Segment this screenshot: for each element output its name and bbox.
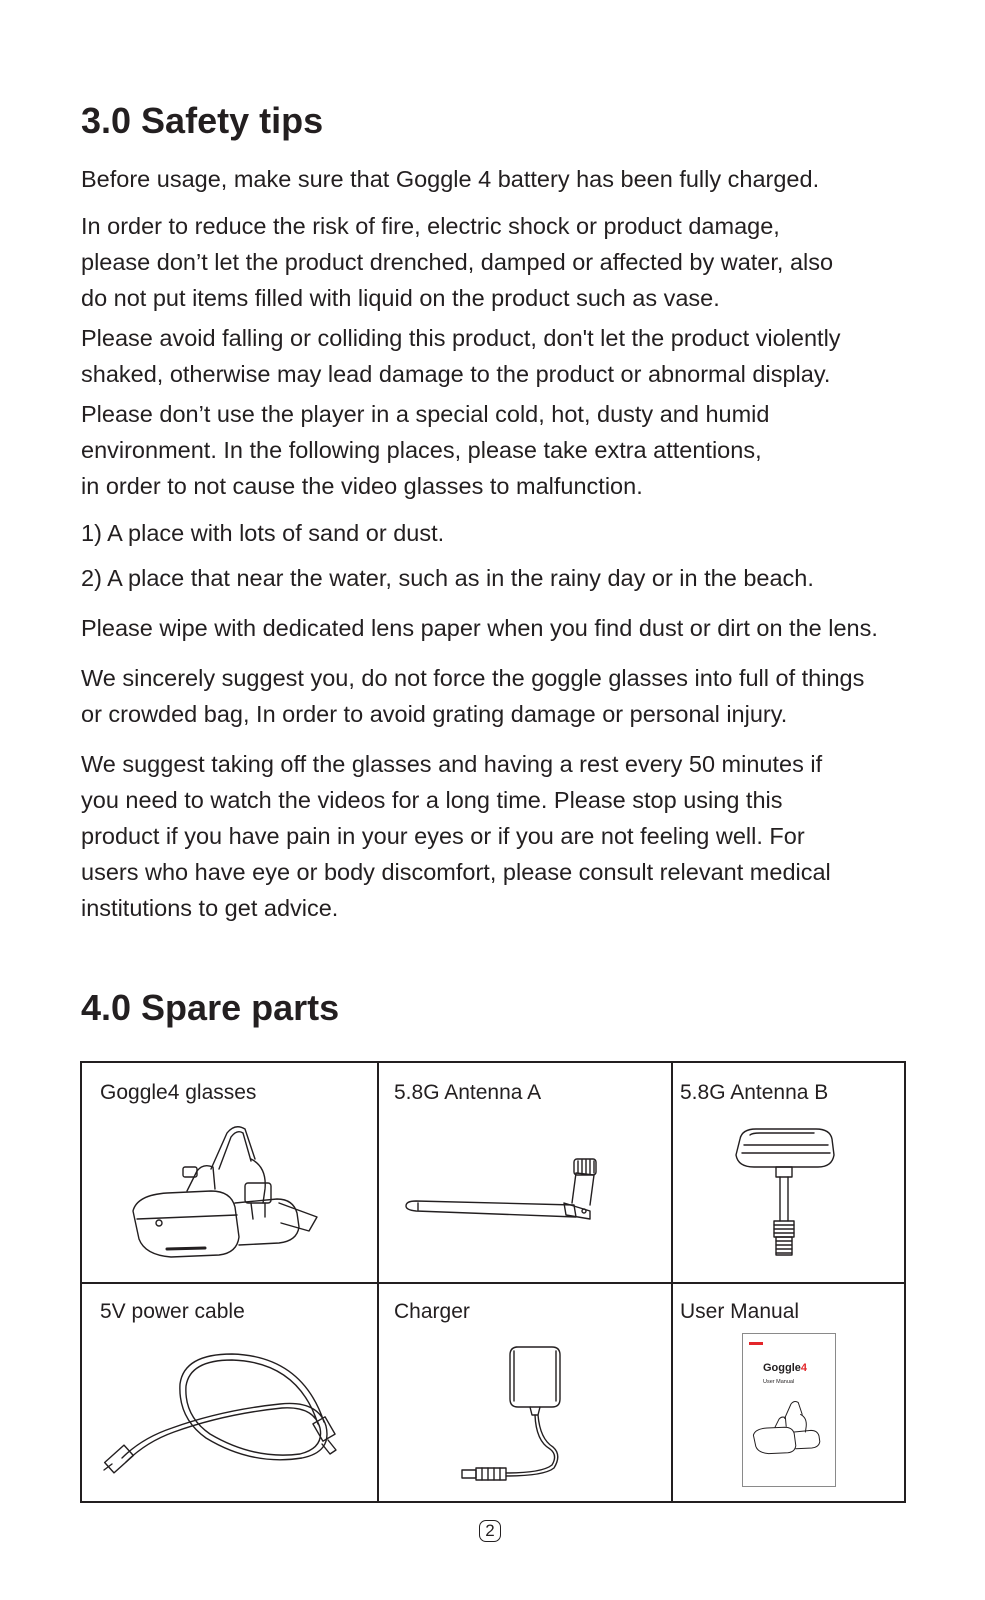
safety-line: Please don’t use the player in a special cold, hot, dusty and humid xyxy=(81,401,770,427)
manual-cover-title: Goggle4 xyxy=(763,1362,808,1374)
manual-cover-subtitle: User Manual xyxy=(763,1379,795,1385)
safety-line: 2) A place that near the water, such as in the rainy day or in the beach. xyxy=(81,565,814,591)
safety-line: Please avoid falling or colliding this product, don't let the product violently xyxy=(81,325,841,351)
part-label-charger: Charger xyxy=(394,1300,470,1323)
safety-line: institutions to get advice. xyxy=(81,895,339,921)
safety-line: in order to not cause the video glasses to malfunction. xyxy=(81,473,643,499)
safety-line: 1) A place with lots of sand or dust. xyxy=(81,520,445,546)
safety-line: environment. In the following places, please take extra attentions, xyxy=(81,437,762,463)
goggles-illustration xyxy=(127,1123,327,1273)
antenna-b-illustration xyxy=(730,1125,840,1265)
part-label-user-manual: User Manual xyxy=(680,1300,800,1323)
table-divider xyxy=(82,1282,904,1284)
safety-line: shaked, otherwise may lead damage to the product or abnormal display. xyxy=(81,361,831,387)
safety-line: Please wipe with dedicated lens paper when you find dust or dirt on the lens. xyxy=(81,615,878,641)
safety-heading: 3.0 Safety tips xyxy=(81,100,324,141)
safety-line: We sincerely suggest you, do not force the goggle glasses into full of things xyxy=(81,665,865,691)
safety-line: Before usage, make sure that Goggle 4 battery has been fully charged. xyxy=(81,166,820,192)
safety-line: or crowded bag, In order to avoid grating damage or personal injury. xyxy=(81,701,788,727)
safety-line: users who have eye or body discomfort, please consult relevant medical xyxy=(81,859,831,885)
brand-logo xyxy=(749,1342,763,1345)
safety-line: product if you have pain in your eyes or if you are not feeling well. For xyxy=(81,823,805,849)
part-label-power-cable: 5V power cable xyxy=(100,1300,245,1323)
manual-cover-goggles-image xyxy=(751,1394,831,1466)
antenna-a-illustration xyxy=(404,1153,604,1243)
safety-line: please don’t let the product drenched, damped or affected by water, also xyxy=(81,249,834,275)
page-number: 2 xyxy=(479,1520,501,1542)
power-cable-illustration xyxy=(102,1348,342,1478)
spare-parts-heading: 4.0 Spare parts xyxy=(81,987,340,1028)
safety-line: do not put items filled with liquid on the product such as vase. xyxy=(81,285,720,311)
part-label-goggles: Goggle4 glasses xyxy=(100,1081,257,1104)
part-label-antenna-b: 5.8G Antenna B xyxy=(680,1081,829,1104)
spare-parts-table xyxy=(80,1061,906,1503)
safety-line: you need to watch the videos for a long time. Please stop using this xyxy=(81,787,783,813)
safety-line: We suggest taking off the glasses and having a rest every 50 minutes if xyxy=(81,751,823,777)
safety-line: In order to reduce the risk of fire, electric shock or product damage, xyxy=(81,213,780,239)
manual-illustration xyxy=(742,1333,836,1487)
part-label-antenna-a: 5.8G Antenna A xyxy=(394,1081,542,1104)
charger-illustration xyxy=(440,1341,570,1481)
